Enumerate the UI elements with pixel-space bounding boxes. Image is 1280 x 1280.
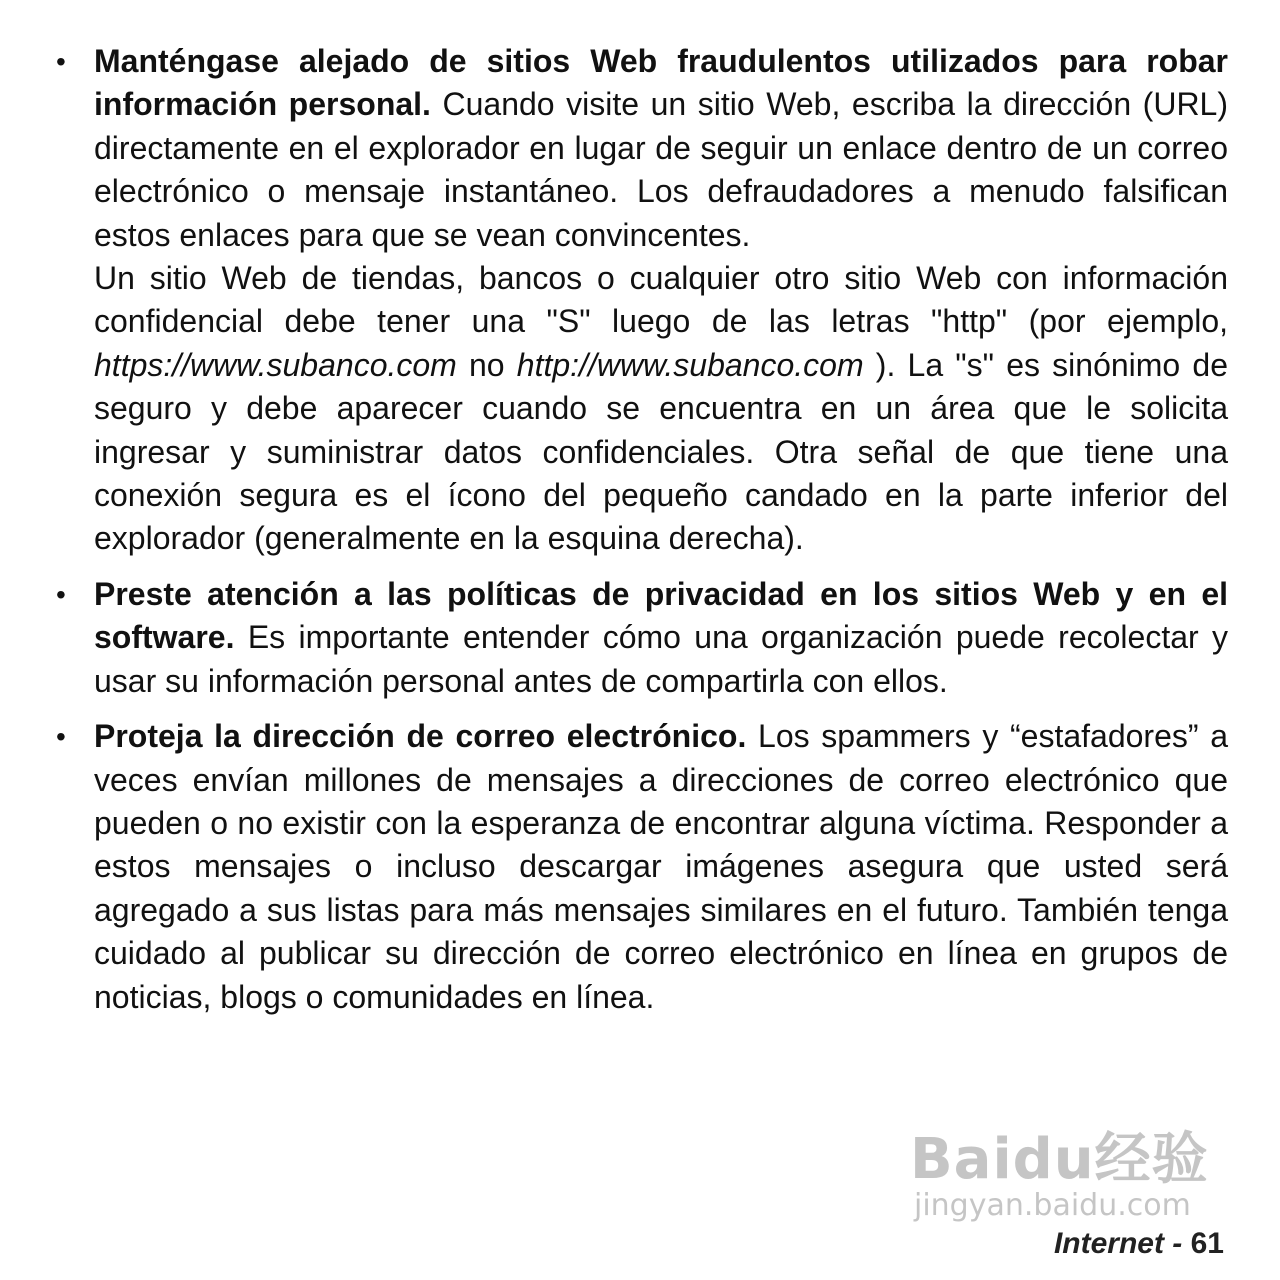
- bullet-lead: Preste atención a las políticas de privacidad en los sitios Web y en el software.: [94, 575, 1228, 656]
- bullet-lead: Manténgase alejado de sitios Web fraudulentos utilizados para robar información personal.: [94, 43, 1228, 123]
- bullet-text: Es importante entender cómo una organización puede recolectar y usar su información personal antes de compartirla con ellos.: [94, 619, 1228, 699]
- bullet-text: ). La "s" es sinónimo de seguro y debe aparecer cuando se encuentra en un área que le solicita ingresar y suministrar datos confidenciales. Otra señal de que tiene una conexión segura es el ícono del pequeño candado en la parte inferior del explorador (generalmente en la esquina derecha).: [94, 346, 1228, 557]
- bullet-text: no: [456, 346, 517, 383]
- bullet-paragraph-secondary: [94, 257, 1228, 561]
- bullet-item-privacy-policies: [56, 573, 1228, 703]
- bullet-paragraph: [94, 573, 1228, 703]
- page-footer: [1054, 1226, 1224, 1262]
- bullet-text: Cuando visite un sitio Web, escriba la dirección (URL) directamente en el explorador en lugar de seguir un enlace dentro de un correo electrónico o mensaje instantáneo. Los defraudadores a menudo falsifican estos enlaces para que se vean convincentes.: [94, 86, 1229, 253]
- page-number: 61: [1190, 1227, 1224, 1260]
- watermark-logo: Baidu经验: [910, 1127, 1209, 1192]
- bullet-list: [56, 40, 1228, 1031]
- url-plain-example: http://www.subanco.com: [516, 346, 864, 383]
- watermark-url: jingyan.baidu.com: [914, 1188, 1191, 1223]
- bullet-paragraph: [94, 40, 1228, 257]
- bullet-text: Los spammers y “estafadores” a veces envían millones de mensajes a direcciones de correo electrónico que pueden o no existir con la esperanza de encontrar alguna víctima. Responder a estos mensajes o incluso descargar imágenes asegura que usted será agregado a sus listas para más mensajes similares en el futuro. También tenga cuidado al publicar su dirección de correo electrónico en línea en grupos de noticias, blogs o comunidades en línea.: [94, 718, 1229, 1015]
- url-secure-example: https://www.subanco.com: [94, 346, 457, 383]
- bullet-paragraph: [94, 715, 1228, 1019]
- bullet-marker: •: [56, 721, 66, 753]
- bullet-marker: •: [56, 578, 66, 610]
- bullet-text: Un sitio Web de tiendas, bancos o cualquier otro sitio Web con información confidencial debe tener una "S" luego de las letras "http" (por ejemplo,: [94, 260, 1228, 340]
- footer-section-name: Internet -: [1053, 1227, 1183, 1260]
- bullet-item-protect-email: [56, 715, 1228, 1019]
- bullet-lead: Proteja la dirección de correo electrónico.: [94, 718, 747, 755]
- bullet-item-fraudulent-sites: [56, 40, 1228, 561]
- bullet-marker: •: [56, 46, 66, 77]
- baidu-watermark: [900, 1118, 1210, 1228]
